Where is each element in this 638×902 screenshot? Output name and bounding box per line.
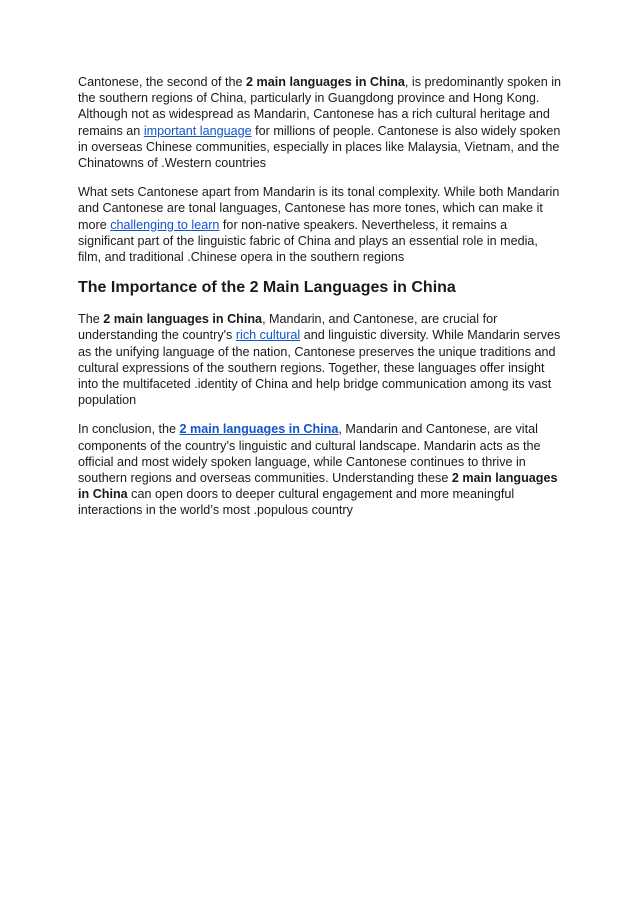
text-span: In conclusion, the: [78, 422, 180, 437]
bold-keyword: 2 main languages in China: [246, 75, 405, 89]
text-span: and linguistic diversity. While Mandarin serves as the unifying language of the nation, Cantonese preserves the unique traditions and cultural expressions of the southern regions. Together, these languages offer insight into the multifaceted .identity of China and help bridge communication among its vast population: [78, 328, 561, 408]
paragraph-importance: [78, 311, 562, 408]
paragraph-conclusion: [78, 421, 562, 518]
link-rich-cultural[interactable]: rich cultural: [235, 328, 301, 343]
text-span: The: [78, 312, 104, 327]
text-span: for non-native speakers. Nevertheless, it remains a significant part of the linguistic fabric of China and plays an essential role in media, film, and traditional .Chinese opera in the southern regions: [78, 217, 538, 265]
section-heading: The Importance of the 2 Main Languages in China: [78, 279, 456, 297]
bold-keyword: 2 main languages in China: [103, 312, 263, 327]
paragraph-cantonese-intro: [78, 74, 562, 171]
document-page: [78, 74, 562, 532]
text-span: for millions of people. Cantonese is also widely spoken in overseas Chinese communities, especially in places like Malaysia, Vietnam, and the Chinatowns of .Western countries: [78, 123, 561, 171]
text-span: What sets Cantonese apart from Mandarin is its tonal complexity. While both Mandarin and Cantonese are tonal languages, Cantonese has more tones, which can make it more: [78, 185, 560, 232]
paragraph-tonal-complexity: [78, 184, 562, 265]
bold-keyword: 2 main languages in China: [78, 471, 558, 502]
link-important-language[interactable]: important language: [143, 123, 252, 138]
text-span: can open doors to deeper cultural engagement and more meaningful interactions in the world’s most .populous country: [78, 487, 515, 518]
link-2-main-languages[interactable]: 2 main languages in China: [179, 422, 339, 437]
text-span: , Mandarin, and Cantonese, are crucial for understanding the country's: [78, 312, 498, 343]
text-span: Cantonese, the second of the: [78, 75, 247, 89]
text-span: , is predominantly spoken in the southern regions of China, particularly in Guangdong province and Hong Kong. Although not as widespread as Mandarin, Cantonese has a rich cultural heritage and remains an: [78, 75, 562, 138]
link-challenging-to-learn[interactable]: challenging to learn: [110, 217, 220, 232]
text-span: , Mandarin and Cantonese, are vital components of the country’s linguistic and cultural landscape. Mandarin acts as the official and most widely spoken language, while Cantonese continues to thrive in southern regions and overseas communities. Understanding these: [78, 422, 541, 486]
